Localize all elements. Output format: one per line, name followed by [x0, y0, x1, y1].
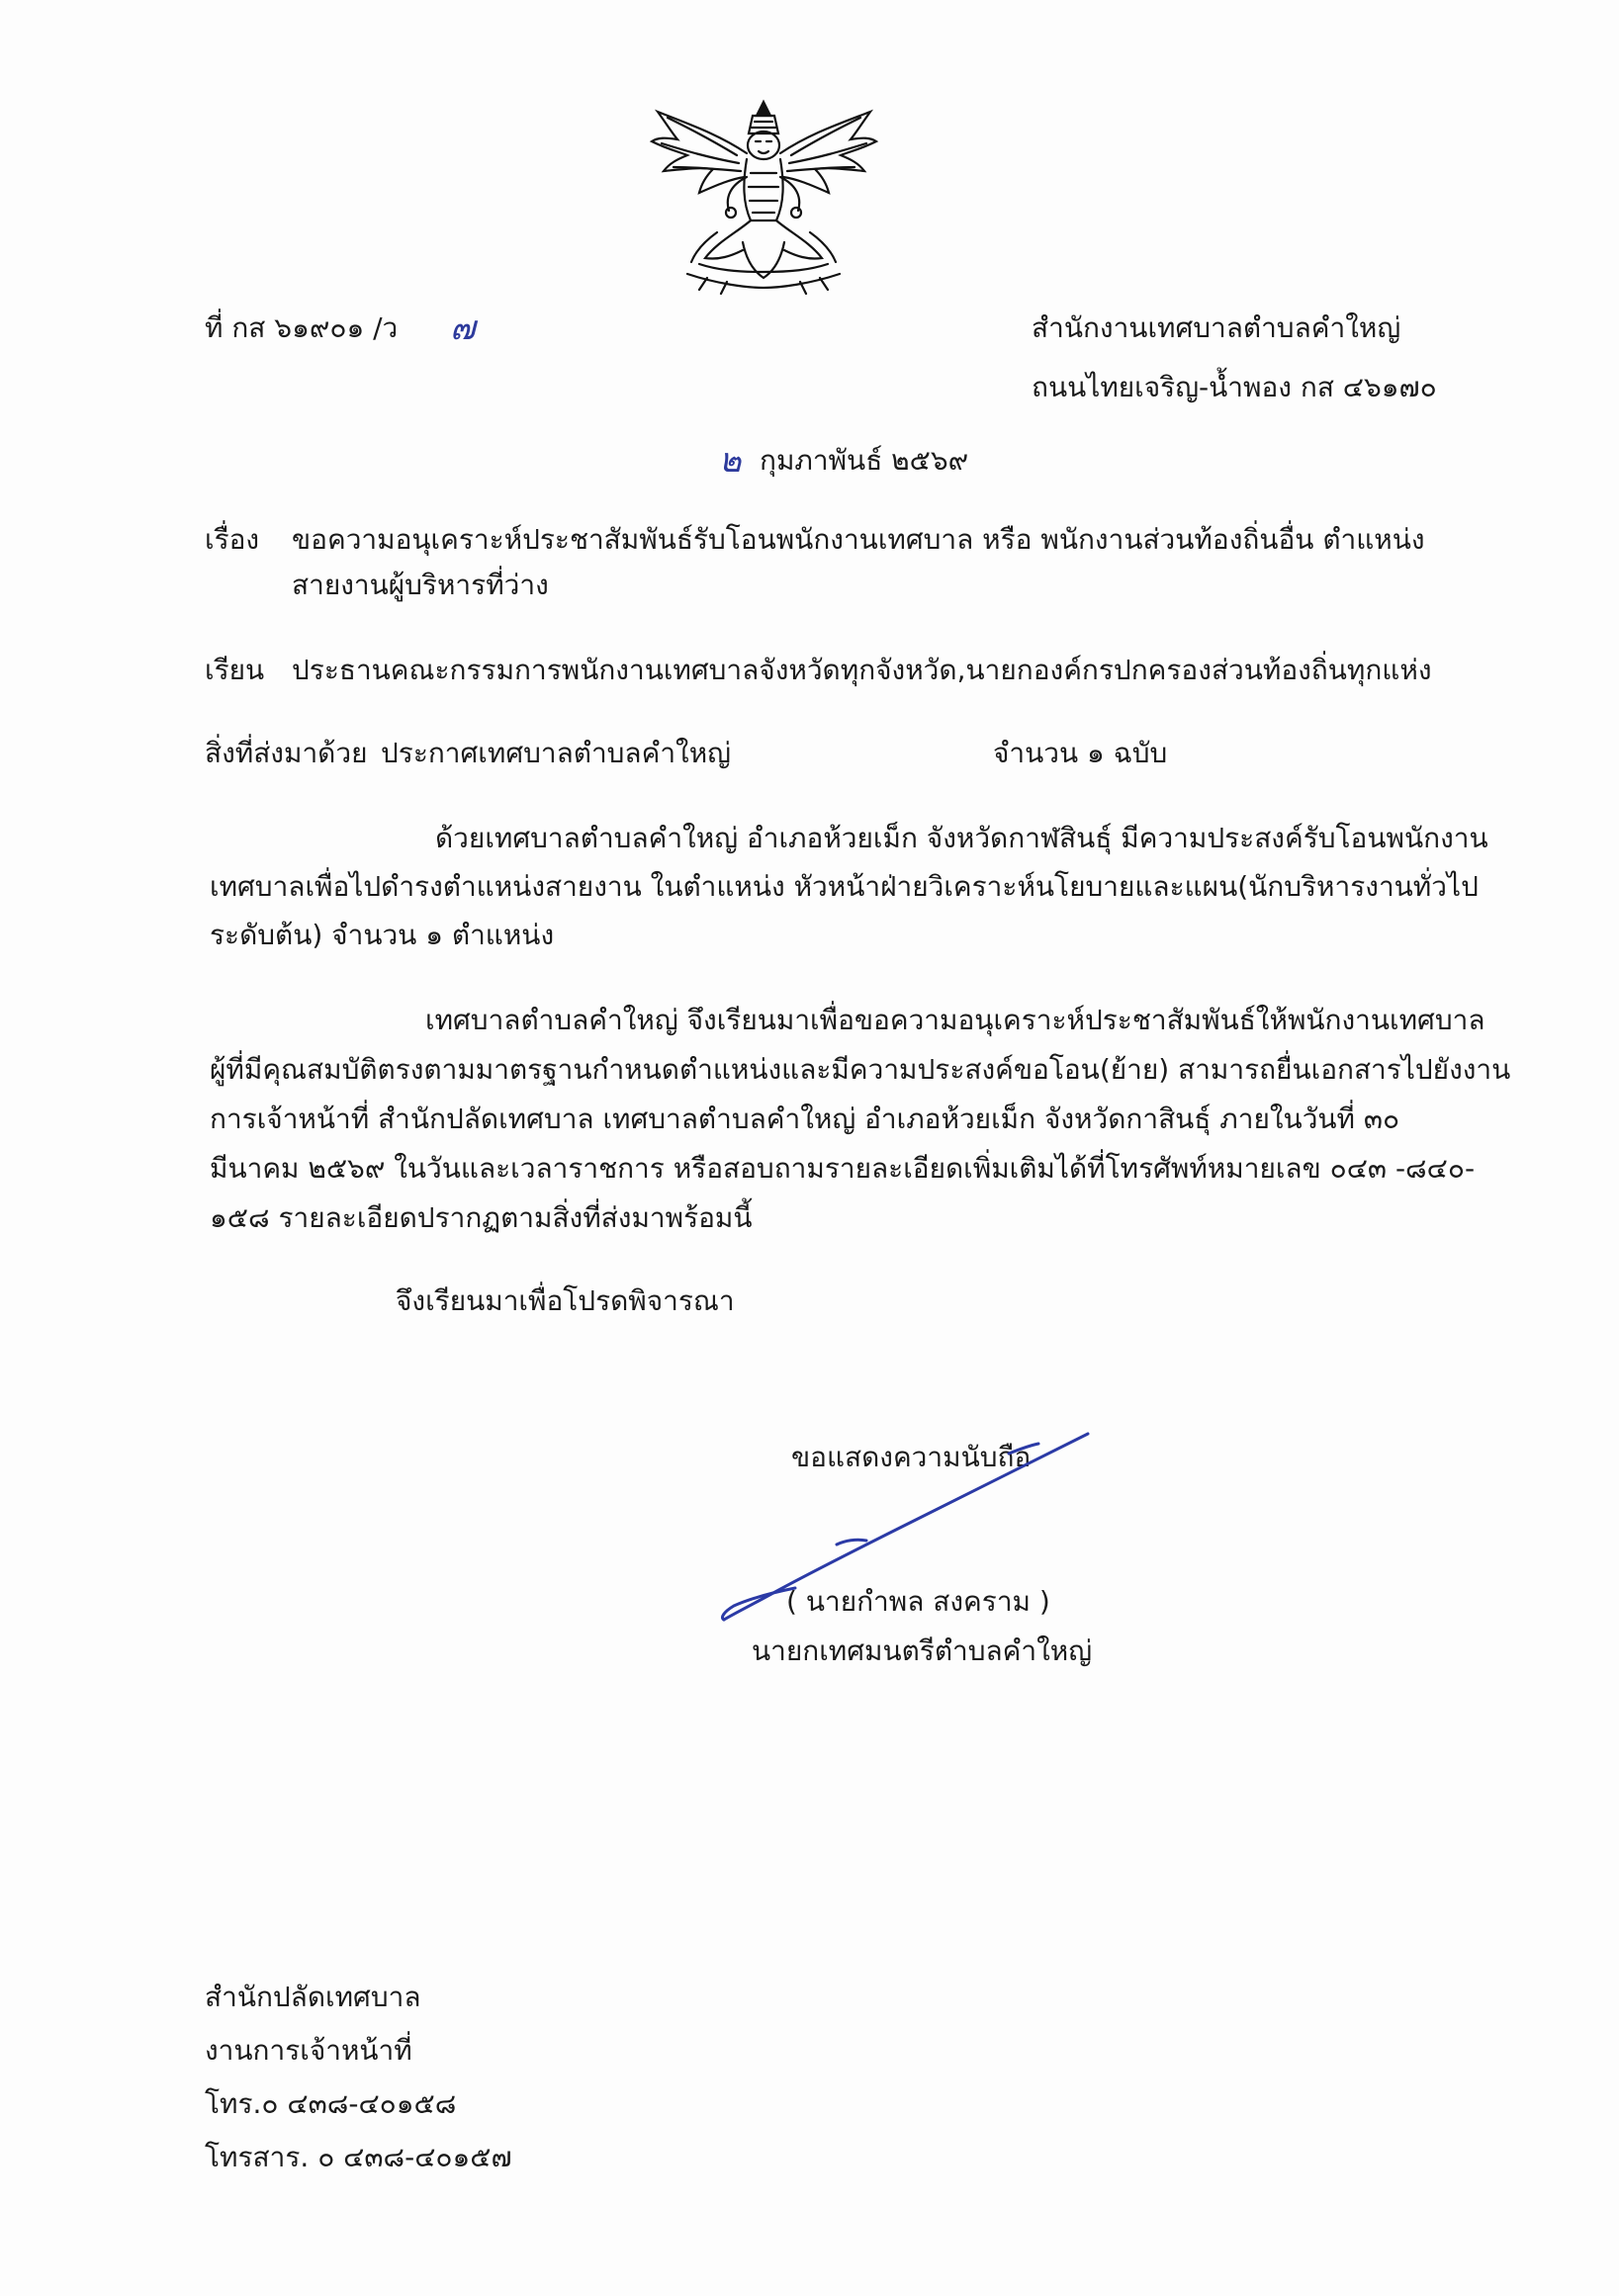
- letter-date: กุมภาพันธ์ ๒๕๖๙: [760, 444, 969, 477]
- footer-section: งานการเจ้าหน้าที่: [205, 2034, 412, 2067]
- paragraph-2-line: เทศบาลตำบลคำใหญ่ จึงเรียนมาเพื่อขอความอนุเคราะห์ประชาสัมพันธ์ให้พนักงานเทศบาล: [425, 1004, 1485, 1036]
- paragraph-2-line: ผู้ที่มีคุณสมบัติตรงตามมาตรฐานกำหนดตำแหน่งและมีความประสงค์ขอโอน(ย้าย) สามารถยื่นเอกสารไปยังงาน: [210, 1053, 1511, 1086]
- footer-phone: โทร.๐ ๔๓๘-๔๐๑๕๘: [205, 2087, 457, 2120]
- paragraph-2-line: ๑๕๘ รายละเอียดปรากฏตามสิ่งที่ส่งมาพร้อมนี้: [210, 1201, 753, 1234]
- subject-line-1: ขอความอนุเคราะห์ประชาสัมพันธ์รับโอนพนักงานเทศบาล หรือ พนักงานส่วนท้องถิ่นอื่น ตำแหน่ง: [292, 523, 1425, 556]
- recipient-label: เรียน: [205, 654, 265, 686]
- date-day-handwritten: ๒: [719, 441, 742, 481]
- recipient-text: ประธานคณะกรรมการพนักงานเทศบาลจังหวัดทุกจังหวัด,นายกองค์กรปกครองส่วนท้องถิ่นทุกแห่ง: [292, 654, 1432, 686]
- closing-line: จึงเรียนมาเพื่อโปรดพิจารณา: [396, 1284, 735, 1317]
- signatory-title: นายกเทศมนตรีตำบลคำใหญ่: [752, 1634, 1093, 1667]
- garuda-emblem-icon: [648, 94, 880, 304]
- paragraph-1-line: เทศบาลเพื่อไปดำรงตำแหน่งสายงาน ในตำแหน่ง หัวหน้าฝ่ายวิเคราะห์นโยบายและแผน(นักบริหารงานทั่วไป: [210, 870, 1479, 903]
- reference-number: ที่ กส ๖๑๙๐๑ /ว: [205, 311, 399, 344]
- enclosure-item: ประกาศเทศบาลตำบลคำใหญ่: [381, 737, 732, 769]
- paragraph-1-line: ด้วยเทศบาลตำบลคำใหญ่ อำเภอห้วยเม็ก จังหวัดกาฬสินธุ์ มีความประสงค์รับโอนพนักงาน: [435, 822, 1488, 854]
- office-name: สำนักงานเทศบาลตำบลคำใหญ่: [1032, 311, 1401, 344]
- subject-label: เรื่อง: [205, 523, 260, 556]
- regards: ขอแสดงความนับถือ: [791, 1441, 1032, 1473]
- paragraph-1-line: ระดับต้น) จำนวน ๑ ตำแหน่ง: [210, 919, 555, 951]
- subject-line-2: สายงานผู้บริหารที่ว่าง: [292, 569, 549, 601]
- footer-fax: โทรสาร. ๐ ๔๓๘-๔๐๑๕๗: [205, 2141, 512, 2173]
- paragraph-2-line: การเจ้าหน้าที่ สำนักปลัดเทศบาล เทศบาลตำบลคำใหญ่ อำเภอห้วยเม็ก จังหวัดกาสินธุ์ ภายในวันที่ ๓๐: [210, 1103, 1400, 1135]
- reference-handwritten: ๗: [450, 309, 476, 348]
- office-address: ถนนไทยเจริญ-น้ำพอง กส ๔๖๑๗๐: [1032, 371, 1437, 403]
- footer-department: สำนักปลัดเทศบาล: [205, 1981, 421, 2013]
- enclosure-quantity: จำนวน ๑ ฉบับ: [993, 737, 1168, 769]
- enclosure-label: สิ่งที่ส่งมาด้วย: [205, 737, 368, 769]
- signatory-name: ( นายกำพล สงคราม ): [786, 1585, 1050, 1618]
- paragraph-2-line: มีนาคม ๒๕๖๙ ในวันและเวลาราชการ หรือสอบถามรายละเอียดเพิ่มเติมได้ที่โทรศัพท์หมายเลข ๐๔๓ -๘๔๐-: [210, 1152, 1476, 1185]
